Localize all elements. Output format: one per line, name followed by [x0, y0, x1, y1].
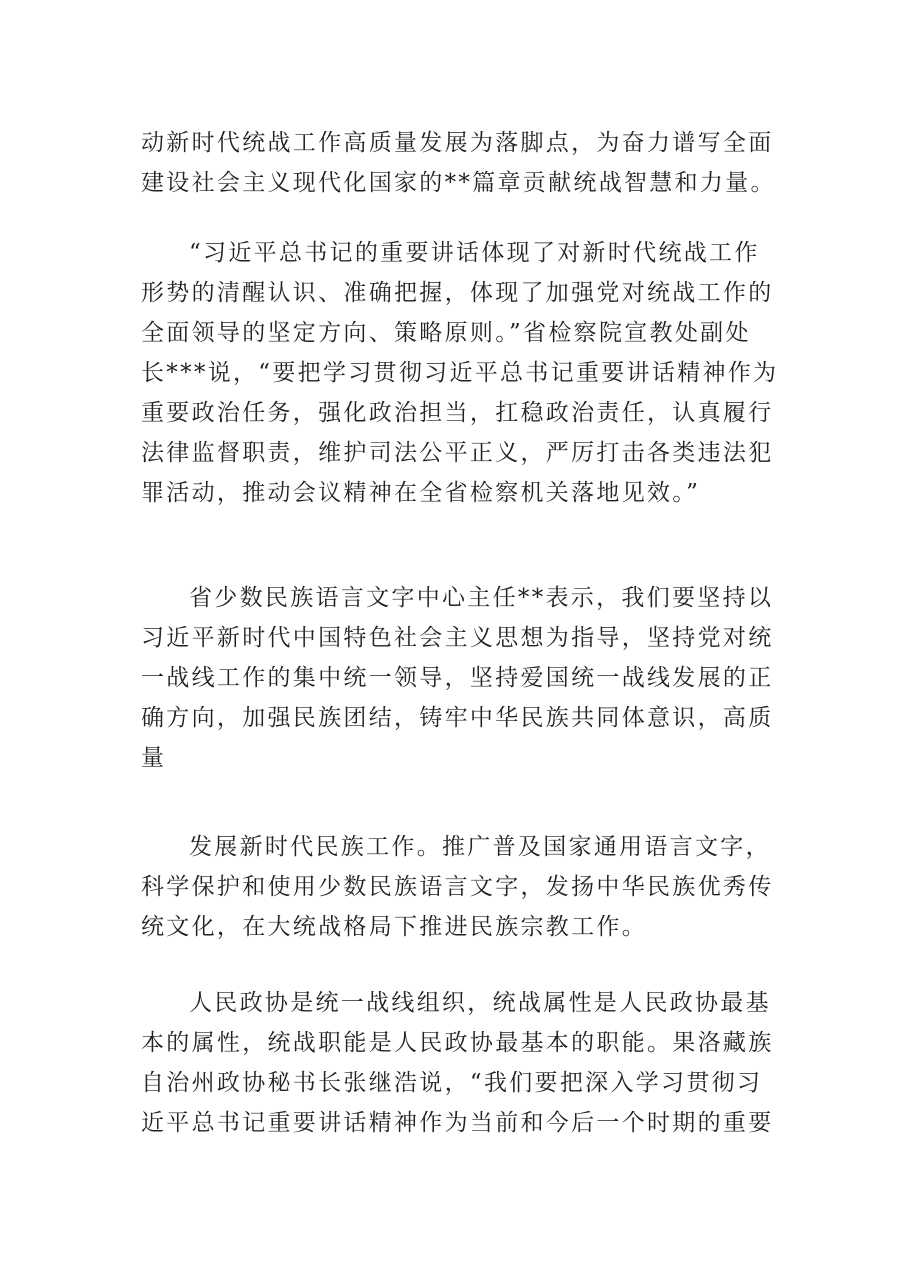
text-line: 习近平新时代中国特色社会主义思想为指导，坚持党对统 — [141, 625, 774, 651]
text-line: 法律监督职责，维护司法公平正义，严厉打击各类违法犯 — [141, 440, 774, 466]
paragraph-cppcc — [141, 983, 774, 1143]
text-line: 近平总书记重要讲话精神作为当前和今后一个时期的重要 — [141, 1110, 774, 1136]
text-line: 一战线工作的集中统一领导，坚持爱国统一战线发展的正 — [141, 665, 774, 691]
paragraph-ethnic-language-center — [141, 578, 774, 778]
text-line: 自治州政协秘书长张继浩说，“我们要把深入学习贯彻习 — [141, 1070, 763, 1096]
text-line: 动新时代统战工作高质量发展为落脚点，为奋力谱写全面 — [141, 130, 774, 156]
paragraph-ethnic-work — [141, 827, 774, 947]
text-line: 罪活动，推动会议精神在全省检察机关落地见效。” — [141, 480, 701, 506]
text-line: 省少数民族语言文字中心主任**表示，我们要坚持以 — [189, 585, 774, 611]
text-line: 建设社会主义现代化国家的**篇章贡献统战智慧和力量。 — [141, 170, 776, 196]
text-line: 全面领导的坚定方向、策略原则。”省检察院宣教处副处 — [141, 320, 751, 346]
text-line: 重要政治任务，强化政治担当，扛稳政治责任，认真履行 — [141, 400, 774, 426]
text-line: 确方向，加强民族团结，铸牢中华民族共同体意识，高质 — [141, 705, 774, 731]
text-line: 形势的清醒认识、准确把握，体现了加强党对统战工作的 — [141, 280, 774, 306]
text-line: 长***说，“要把学习贯彻习近平总书记重要讲话精神作为 — [141, 360, 779, 386]
paragraph-continuation — [141, 123, 776, 203]
text-line: 统文化，在大统战格局下推进民族宗教工作。 — [141, 914, 647, 940]
text-line: 本的属性，统战职能是人民政协最基本的职能。果洛藏族 — [141, 1030, 774, 1056]
text-line: 科学保护和使用少数民族语言文字，发扬中华民族优秀传 — [141, 874, 774, 900]
text-line: 发展新时代民族工作。推广普及国家通用语言文字， — [189, 834, 771, 860]
text-line: “习近平总书记的重要讲话体现了对新时代统战工作 — [189, 240, 760, 266]
text-line: 人民政协是统一战线组织，统战属性是人民政协最基 — [189, 990, 771, 1016]
text-line: 量 — [141, 745, 167, 771]
paragraph-prosecutor-quote — [141, 233, 779, 513]
